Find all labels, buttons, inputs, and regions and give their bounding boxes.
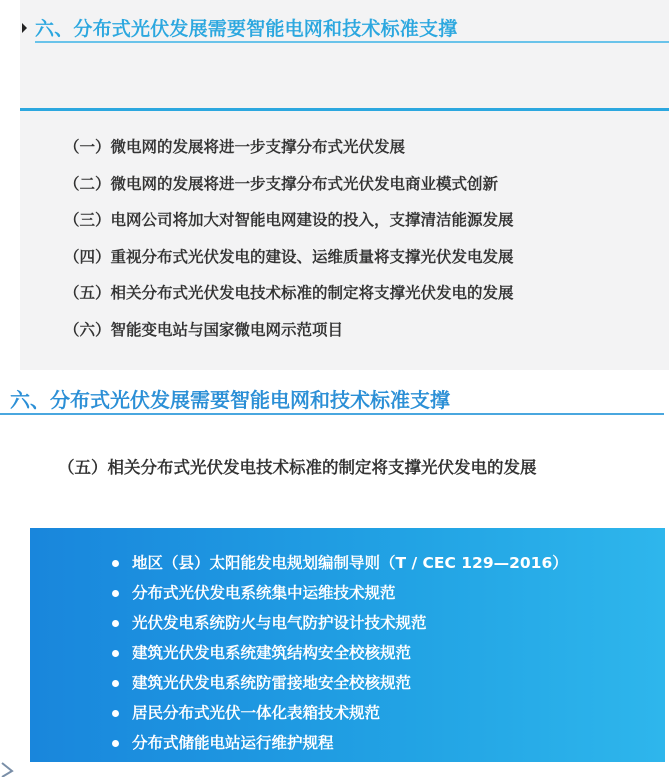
standard-label: 建筑光伏发电系统防雷接地安全校核规范	[132, 674, 412, 692]
standard-label: 居民分布式光伏一体化表箱技术规范	[132, 704, 381, 722]
standard-label: 地区（县）太阳能发电规划编制导则（T / CEC 129—2016）	[132, 554, 568, 572]
slide-1-title: 六、分布式光伏发展需要智能电网和技术标准支撑	[35, 18, 458, 40]
triangle-marker-icon	[22, 23, 27, 33]
slide-2-subtitle: （五）相关分布式光伏发电技术标准的制定将支撑光伏发电的发展	[58, 458, 537, 477]
standard-label: 建筑光伏发电系统建筑结构安全校核规范	[132, 644, 412, 662]
standard-item	[110, 551, 568, 581]
standard-item	[110, 581, 568, 611]
outline-item: （一）微电网的发展将进一步支撑分布式光伏发展	[64, 138, 406, 156]
outline-item: （五）相关分布式光伏发电技术标准的制定将支撑光伏发电的发展	[64, 284, 514, 303]
outline-item: （六）智能变电站与国家微电网示范项目	[64, 320, 344, 339]
bullet-icon	[112, 740, 119, 747]
outline-item: （二）微电网的发展将进一步支撑分布式光伏发电商业模式创新	[64, 174, 499, 193]
bullet-icon	[112, 710, 119, 717]
slide-2-title: 六、分布式光伏发展需要智能电网和技术标准支撑	[10, 388, 450, 412]
slide-1-outline-list	[64, 136, 514, 356]
standards-list	[110, 551, 568, 761]
chevron-right-icon	[0, 761, 18, 777]
standard-item	[110, 671, 568, 701]
standard-item	[110, 701, 568, 731]
slide-1-title-divider	[35, 41, 669, 43]
bullet-icon	[112, 680, 119, 687]
bullet-icon	[112, 560, 119, 567]
standard-item	[110, 611, 568, 641]
slide-1-section-divider	[20, 108, 669, 111]
standard-item	[110, 731, 568, 761]
standard-item	[110, 641, 568, 671]
outline-item: （四）重视分布式光伏发电的建设、运维质量将支撑光伏发电发展	[64, 247, 514, 266]
standard-label: 分布式光伏发电系统集中运维技术规范	[132, 584, 396, 602]
bullet-icon	[112, 620, 119, 627]
slide-2-title-divider	[0, 413, 664, 415]
bullet-icon	[112, 650, 119, 657]
standard-label: 分布式储能电站运行维护规程	[132, 734, 334, 752]
outline-item: （三）电网公司将加大对智能电网建设的投入，支撑清洁能源发展	[64, 211, 514, 230]
standard-label: 光伏发电系统防火与电气防护设计技术规范	[132, 614, 427, 632]
bullet-icon	[112, 590, 119, 597]
